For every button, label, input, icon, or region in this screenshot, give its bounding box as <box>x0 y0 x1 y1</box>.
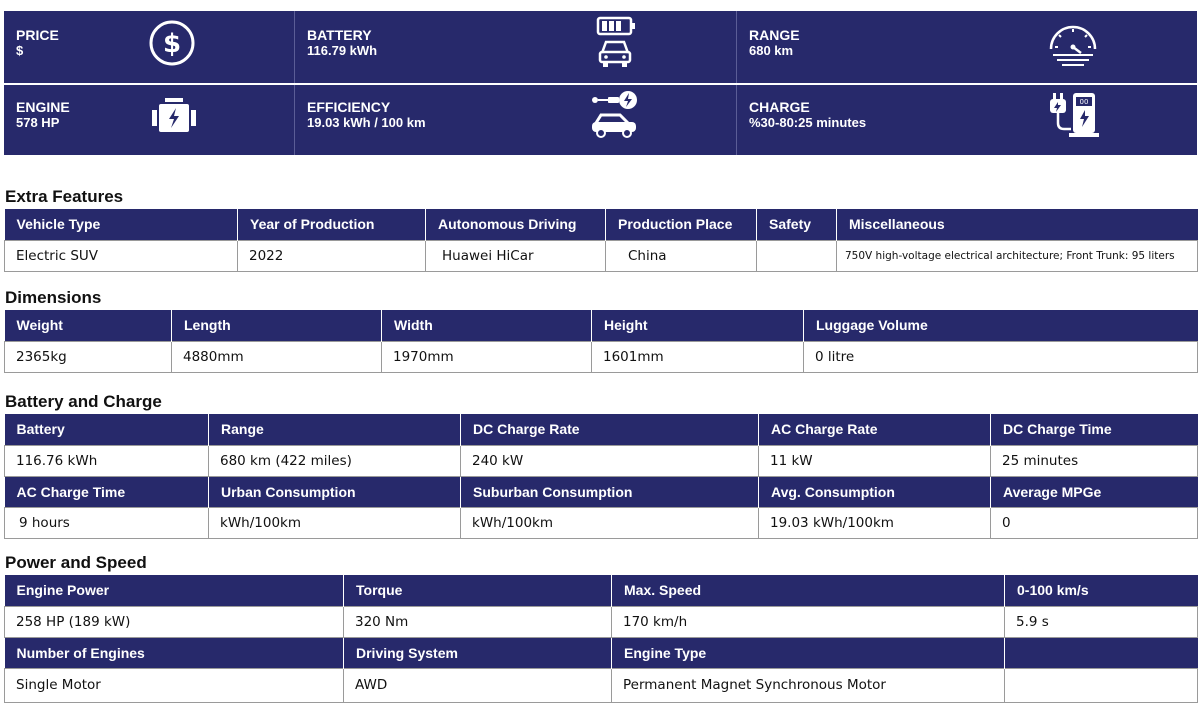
column-header: AC Charge Time <box>5 476 209 507</box>
table-cell: Electric SUV <box>5 240 238 271</box>
battery-value: 116.79 kWh <box>307 43 378 58</box>
column-header: Weight <box>5 310 172 341</box>
svg-text:00: 00 <box>1079 98 1089 106</box>
table-header-row <box>5 414 1198 445</box>
column-header: DC Charge Rate <box>461 414 759 445</box>
table-row <box>5 606 1198 637</box>
table-cell: Huawei HiCar <box>426 240 606 271</box>
table-cell: 170 km/h <box>612 606 1005 637</box>
charge-label: CHARGE <box>749 99 810 115</box>
table-cell: 0 litre <box>804 341 1198 372</box>
efficiency-label: EFFICIENCY <box>307 99 391 115</box>
column-header: Engine Type <box>612 637 1005 668</box>
column-header: Year of Production <box>238 209 426 240</box>
column-header: AC Charge Rate <box>759 414 991 445</box>
engine-value: 578 HP <box>16 115 60 130</box>
column-header: Luggage Volume <box>804 310 1198 341</box>
column-header: Driving System <box>344 637 612 668</box>
column-header: Safety <box>757 209 837 240</box>
battery-car-icon <box>595 15 637 69</box>
column-header: DC Charge Time <box>991 414 1198 445</box>
table-cell: 11 kW <box>759 445 991 476</box>
battery-charge-table <box>4 414 1198 539</box>
engine-icon <box>149 96 199 136</box>
ev-car-plug-icon <box>588 89 640 139</box>
table-cell <box>1005 668 1198 702</box>
column-header: Average MPGe <box>991 476 1198 507</box>
table-cell: 4880mm <box>172 341 382 372</box>
table-header-row <box>5 476 1198 507</box>
table-cell: 19.03 kWh/100km <box>759 507 991 538</box>
table-header-row <box>5 575 1198 606</box>
table-cell: 240 kW <box>461 445 759 476</box>
range-summary <box>749 27 800 59</box>
column-header: Height <box>592 310 804 341</box>
section-title-dimensions: Dimensions <box>5 288 102 307</box>
table-cell: Permanent Magnet Synchronous Motor <box>612 668 1005 702</box>
price-value: $ <box>16 43 24 58</box>
dimensions-table <box>4 310 1198 373</box>
column-header: Miscellaneous <box>837 209 1198 240</box>
efficiency-value: 19.03 kWh / 100 km <box>307 115 426 130</box>
column-header: Production Place <box>606 209 757 240</box>
column-header: Autonomous Driving <box>426 209 606 240</box>
section-title-power-speed: Power and Speed <box>5 553 147 572</box>
table-row <box>5 668 1198 702</box>
charge-summary <box>749 99 866 131</box>
table-cell: 680 km (422 miles) <box>209 445 461 476</box>
table-cell: 9 hours <box>5 507 209 538</box>
section-title-battery-charge: Battery and Charge <box>5 392 162 411</box>
price-label: PRICE <box>16 27 59 43</box>
table-cell: Single Motor <box>5 668 344 702</box>
column-header: Battery <box>5 414 209 445</box>
table-cell: 1601mm <box>592 341 804 372</box>
table-cell: 116.76 kWh <box>5 445 209 476</box>
column-header: Number of Engines <box>5 637 344 668</box>
table-cell: China <box>606 240 757 271</box>
table-cell: kWh/100km <box>209 507 461 538</box>
column-header: Max. Speed <box>612 575 1005 606</box>
charging-station-icon <box>1047 89 1101 139</box>
battery-summary <box>307 27 377 59</box>
price-summary <box>16 27 59 59</box>
column-header: Range <box>209 414 461 445</box>
table-cell: AWD <box>344 668 612 702</box>
table-cell: 5.9 s <box>1005 606 1198 637</box>
table-row <box>5 341 1198 372</box>
table-header-row <box>5 209 1198 240</box>
table-row <box>5 240 1198 271</box>
table-cell <box>757 240 837 271</box>
dollar-icon <box>147 18 197 68</box>
column-header: Avg. Consumption <box>759 476 991 507</box>
column-header: Engine Power <box>5 575 344 606</box>
column-header: Width <box>382 310 592 341</box>
engine-summary <box>16 99 70 131</box>
table-cell: 0 <box>991 507 1198 538</box>
section-title-extra-features: Extra Features <box>5 187 124 206</box>
gauge-icon <box>1047 17 1099 69</box>
table-cell: 750V high-voltage electrical architecture; Front Trunk: 95 liters <box>837 240 1198 271</box>
column-header: Vehicle Type <box>5 209 238 240</box>
table-row <box>5 445 1198 476</box>
table-header-row <box>5 637 1198 668</box>
column-header <box>1005 637 1198 668</box>
column-header: Suburban Consumption <box>461 476 759 507</box>
battery-label: BATTERY <box>307 27 372 43</box>
engine-label: ENGINE <box>16 99 70 115</box>
power-speed-table <box>4 575 1198 703</box>
svg-text:$: $ <box>162 29 182 59</box>
table-row <box>5 507 1198 538</box>
table-cell: 258 HP (189 kW) <box>5 606 344 637</box>
table-cell: 2365kg <box>5 341 172 372</box>
column-header: 0-100 km/s <box>1005 575 1198 606</box>
column-header: Torque <box>344 575 612 606</box>
summary-panel <box>4 11 1197 155</box>
table-cell: kWh/100km <box>461 507 759 538</box>
range-label: RANGE <box>749 27 800 43</box>
efficiency-summary <box>307 99 426 131</box>
table-cell: 1970mm <box>382 341 592 372</box>
divider <box>4 83 1197 85</box>
range-value: 680 km <box>749 43 794 58</box>
column-header: Urban Consumption <box>209 476 461 507</box>
extra-features-table <box>4 209 1198 272</box>
table-header-row <box>5 310 1198 341</box>
charge-value: %30-80:25 minutes <box>749 115 867 130</box>
column-header: Length <box>172 310 382 341</box>
table-cell: 2022 <box>238 240 426 271</box>
table-cell: 320 Nm <box>344 606 612 637</box>
table-cell: 25 minutes <box>991 445 1198 476</box>
